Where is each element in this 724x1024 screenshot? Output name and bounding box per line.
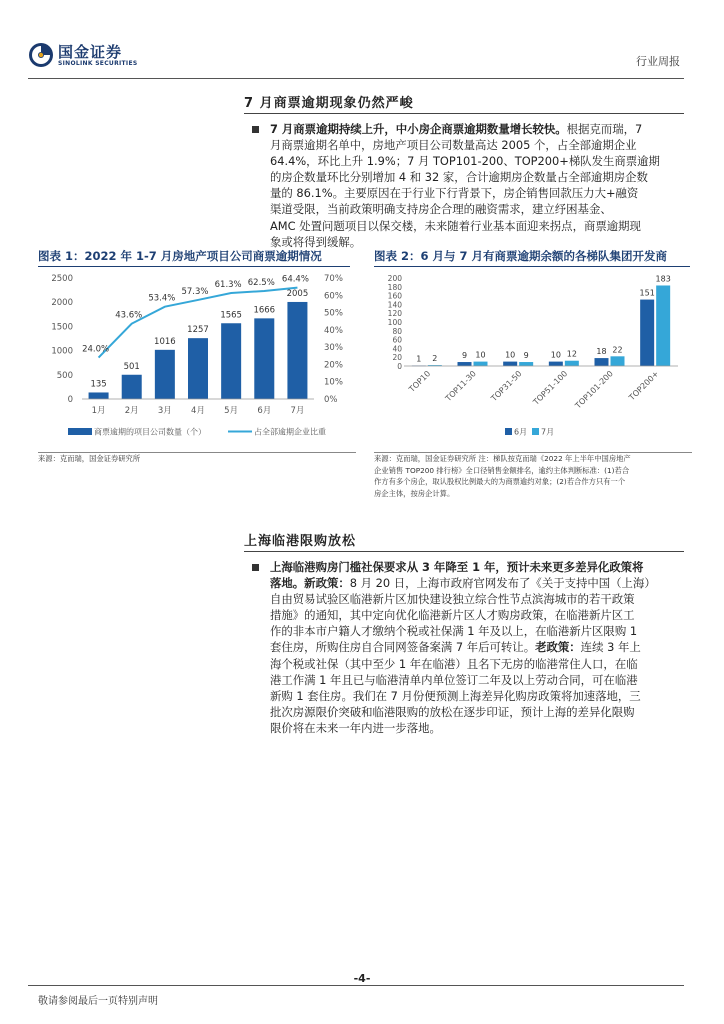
- y-tick: 180: [387, 282, 402, 292]
- section1-paragraph: [270, 121, 690, 250]
- bar-value-label: 1: [416, 354, 422, 364]
- bar-value-label: 151: [639, 288, 655, 298]
- bullet-icon: [252, 126, 259, 133]
- legend-b-label: 7月: [541, 427, 555, 437]
- bar-value-label: 183: [655, 274, 671, 284]
- x-tick-label: 5月: [224, 406, 239, 416]
- y-tick-right: 30%: [324, 343, 343, 354]
- y-tick: 100: [387, 318, 402, 327]
- para-line: 象或将得到缓解。: [270, 234, 362, 249]
- line-pct-label: 57.3%: [181, 286, 209, 297]
- para-line: 港工作满 1 年且已与临港清单内单位签订二年及以上劳动合同，可在临港: [270, 672, 638, 687]
- bar: [458, 362, 472, 366]
- y-tick: 60: [392, 335, 402, 345]
- x-tick-label: 3月: [157, 406, 172, 416]
- section1-title: 7 月商票逾期现象仍然严峻: [244, 96, 414, 111]
- bar: [188, 338, 208, 399]
- line-pct-label: 53.4%: [148, 293, 176, 304]
- bar-value-label: 1666: [253, 305, 276, 316]
- section2-paragraph: [270, 559, 690, 736]
- y-tick-left: 500: [56, 370, 73, 381]
- para-line: AMC 处置问题项目以保交楼，未来随着行业基本面迎来拐点，商票逾期现: [270, 218, 641, 233]
- x-tick-label: 7月: [290, 406, 305, 416]
- x-tick-label: 1月: [91, 406, 106, 416]
- bar: [474, 362, 488, 366]
- y-tick-right: 10%: [324, 377, 343, 388]
- bar-value-label: 501: [123, 361, 140, 372]
- figure2-chart: [374, 268, 692, 450]
- line-pct-label: 61.3%: [214, 280, 242, 291]
- bar-value-label: 1016: [154, 336, 176, 347]
- bar-value-label: 12: [566, 349, 577, 359]
- logo-cn-text: 国金证券: [58, 43, 123, 61]
- bar: [611, 356, 625, 366]
- bar-value-label: 2005: [286, 288, 309, 299]
- x-tick-label: TOP11-30: [443, 369, 478, 404]
- line-pct-label: 24.0%: [82, 344, 110, 355]
- section2-title: 上海临港限购放松: [244, 534, 357, 549]
- para-line: 的房企数量环比分别增加 4 和 32 家，合计逾期房企数量占全部逾期房企数: [270, 170, 648, 185]
- section2-rule: [244, 551, 684, 552]
- bar-value-label: 9: [461, 351, 468, 361]
- para-line: 措施》的通知，其中定向优化临港新片区人才购房政策，在临港新片区工: [270, 608, 635, 623]
- figure2-source: 来源：克而瑞，国金证券研究所 注：梯队按克而瑞《2022 年上半年中国房地产 企业销售 TOP200 排行榜》全口径销售金额排名，逾约主体判断标准：(1)若合 作方有多个房企，取认股权比例最大的为商票逾约对象；(2)若合作方只有一个 房企主体，按房企计算。: [374, 454, 631, 498]
- para-line: 作的非本市户籍人才缴纳个税或社保满 1 年及以上，在临港新片区限购 1: [270, 624, 638, 639]
- x-tick-label: TOP10: [407, 369, 433, 394]
- logo-mark-icon: [28, 42, 54, 68]
- footer-divider: [28, 985, 684, 986]
- x-tick-label: 6月: [257, 406, 272, 416]
- bar-value-label: 10: [550, 350, 561, 360]
- bar: [221, 323, 241, 399]
- y-tick-right: 0%: [324, 395, 338, 405]
- bar: [549, 362, 563, 366]
- x-tick-label: TOP101-200: [573, 369, 615, 411]
- line-pct-label: 43.6%: [115, 310, 143, 321]
- para-line: 64.4%，环比上升 1.9%；7 月 TOP101-200、TOP200+梯队发生商票逾期: [270, 154, 660, 169]
- para-line: 自由贸易试验区临港新片区加快建设独立综合性节点滨海城市的若干政策: [270, 592, 635, 607]
- bar: [254, 318, 274, 399]
- bar-value-label: 1565: [220, 310, 242, 321]
- y-tick: 140: [387, 300, 402, 310]
- bar: [122, 375, 142, 399]
- legend-bar-swatch: [68, 428, 92, 435]
- footer-disclaimer: 敬请参阅最后一页特别声明: [38, 996, 158, 1007]
- bar-value-label: 135: [90, 379, 107, 390]
- bar: [155, 350, 175, 399]
- y-tick: 200: [387, 274, 402, 283]
- y-tick: 20: [392, 353, 402, 363]
- y-tick: 80: [392, 326, 402, 336]
- para-line: 7 月商票逾期持续上升，中小房企商票逾期数量增长较快。根据克而瑞，7: [270, 122, 643, 136]
- y-tick: 40: [392, 344, 402, 354]
- bar: [89, 392, 109, 399]
- x-tick-label: TOP200+: [627, 369, 661, 403]
- bar: [565, 361, 579, 366]
- bar-value-label: 10: [505, 350, 516, 360]
- y-tick-right: 20%: [324, 360, 343, 371]
- legend-line-label: 占全部逾期企业比重: [254, 427, 326, 437]
- y-tick: 160: [387, 291, 402, 301]
- figure1-source: 来源：克而瑞，国金证券研究所: [38, 454, 141, 463]
- para-line: 月商票逾期名单中，房地产项目公司数量高达 2005 个，占全部逾期企业: [270, 138, 637, 153]
- line-pct-label: 64.4%: [281, 274, 309, 285]
- y-tick-right: 60%: [324, 291, 343, 302]
- y-tick: 0: [397, 362, 402, 371]
- para-line: 渠道受限，当前政策明确支持房企合理的融资需求，建立纾困基金、: [270, 202, 612, 217]
- bar: [503, 362, 517, 366]
- line-pct-label: 62.5%: [247, 277, 275, 288]
- figure2-title: 图表 2：6 月与 7 月有商票逾期余额的各梯队集团开发商: [374, 246, 690, 267]
- x-tick-label: 4月: [191, 406, 205, 416]
- figure1-title: 图表 1：2022 年 1-7 月房地产项目公司商票逾期情况: [38, 246, 350, 267]
- bullet-icon: [252, 564, 259, 571]
- legend-a-swatch: [505, 428, 512, 435]
- legend-bar-label: 商票逾期的项目公司数量（个）: [94, 427, 206, 437]
- para-line: 套住房，所购住房自合同网签备案满 7 年后可转让。老政策：连续 3 年上: [270, 640, 641, 655]
- x-tick-label: TOP31-50: [489, 369, 524, 404]
- bar: [595, 358, 609, 366]
- y-tick-right: 40%: [324, 325, 343, 336]
- y-tick: 120: [387, 309, 402, 319]
- para-line: 新购 1 套住房。我们在 7 月份便预测上海差异化购房政策将加速落地，三: [270, 688, 641, 703]
- x-tick-label: 2月: [124, 406, 139, 416]
- para-line: 上海临港购房门槛社保要求从 3 年降至 1 年，预计未来更多差异化政策将: [270, 560, 644, 574]
- y-tick-right: 70%: [324, 274, 343, 284]
- para-line: 限价将在未来一年内进一步落地。: [270, 720, 441, 735]
- bar: [287, 302, 307, 399]
- page-number: -4-: [353, 972, 371, 985]
- para-line: 落地。新政策：8 月 20 日，上海市政府官网发布了《关于支持中国（上海）: [270, 576, 656, 591]
- y-tick-left: 2000: [51, 298, 73, 309]
- para-line: 量的 86.1%。主要原因在于行业下行背景下，房企销售回款压力大+融资: [270, 186, 639, 201]
- legend-a-label: 6月: [514, 427, 528, 437]
- bar-value-label: 9: [523, 351, 529, 361]
- bar-value-label: 22: [612, 345, 623, 355]
- bar: [519, 362, 533, 366]
- bar-value-label: 2: [432, 354, 438, 364]
- logo-en-text: SINOLINK SECURITIES: [58, 60, 138, 67]
- report-type: 行业周报: [636, 55, 680, 68]
- y-tick-left: 1500: [51, 322, 73, 333]
- para-line: 海个税或社保（其中至少 1 年在临港）且名下无房的临港常住人口，在临: [270, 656, 638, 671]
- bar-value-label: 18: [596, 347, 607, 357]
- figure1-chart: [38, 268, 356, 450]
- y-tick-left: 0: [67, 395, 73, 405]
- para-line: 批次房源限价突破和临港限购的放松在逐步印证，预计上海的差异化限购: [270, 704, 635, 719]
- x-tick-label: TOP51-100: [531, 369, 570, 407]
- bar-value-label: 10: [475, 350, 486, 360]
- y-tick-left: 2500: [51, 274, 73, 284]
- section1-rule: [244, 113, 684, 114]
- y-tick-left: 1000: [51, 346, 73, 357]
- y-tick-right: 50%: [324, 308, 343, 319]
- bar: [656, 285, 670, 366]
- bar: [640, 300, 654, 366]
- bar-value-label: 1257: [187, 325, 209, 336]
- header-divider: [28, 78, 684, 79]
- legend-b-swatch: [532, 428, 539, 435]
